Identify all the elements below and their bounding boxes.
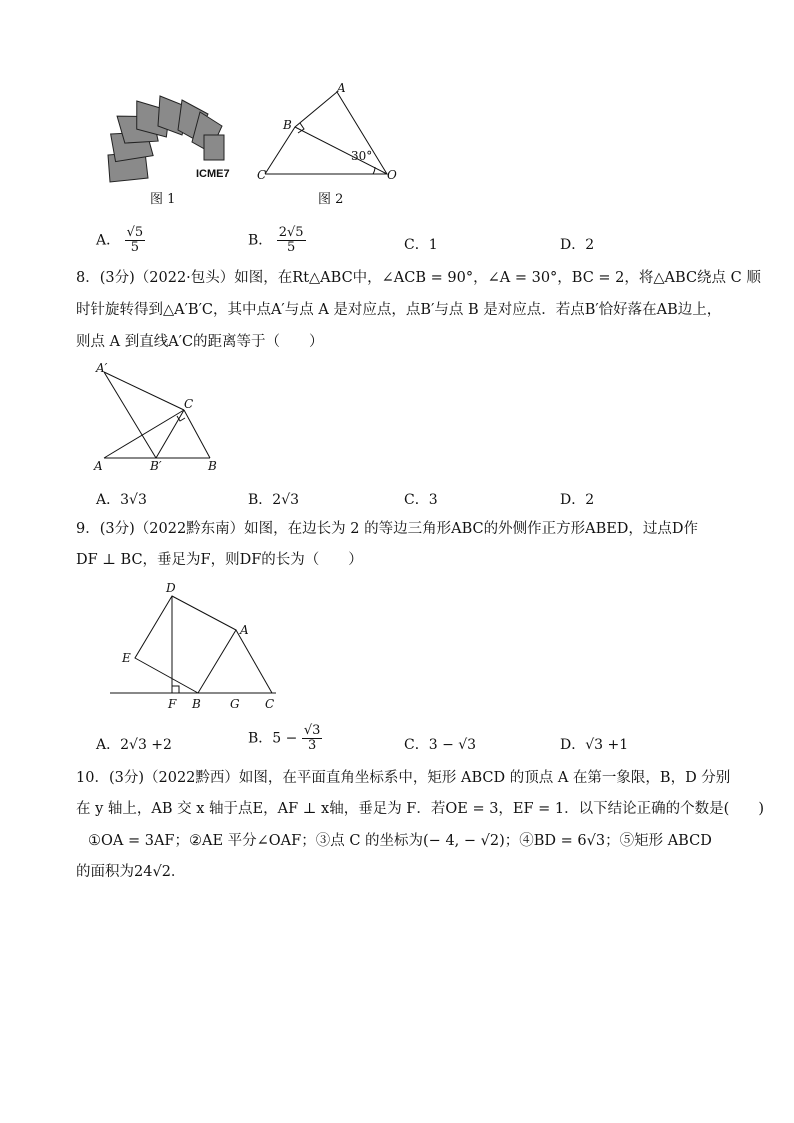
q9-option-d[interactable]: D．√3 +1 — [560, 737, 629, 753]
q8-label-a: A — [94, 459, 103, 473]
fig2-label-c: C — [257, 168, 267, 182]
q7-option-b-letter: B． — [248, 232, 273, 249]
icme-label: ICME7 — [196, 168, 230, 180]
q8-option-a[interactable]: A．3√3 — [96, 492, 147, 508]
q8-label-c: C — [184, 397, 194, 411]
q8-label-b-prime: B′ — [150, 459, 162, 473]
q7-option-b-fraction: $\frac{2√5}{5}$ — [278, 225, 304, 255]
figure-2-triangle — [255, 82, 405, 182]
q7-option-b[interactable] — [248, 226, 306, 255]
figure-1-caption: 图 1 — [150, 192, 176, 207]
q10-line-1: 10．(3分)（2022黔西）如图，在平面直角坐标系中，矩形 ABCD 的顶点 A 在第一象限，B，D 分别 — [76, 770, 731, 786]
q7-option-c[interactable]: C．1 — [404, 237, 438, 253]
q9-figure — [108, 578, 283, 713]
q8-option-c[interactable]: C．3 — [404, 492, 438, 508]
q9-label-b: B — [192, 697, 201, 711]
q9-label-f: F — [168, 697, 177, 711]
q8-figure — [88, 360, 228, 475]
q9-line-2: DF ⊥ BC，垂足为F，则DF的长为（ ） — [76, 552, 363, 568]
q8-line-1: 8．(3分)（2022·包头）如图，在Rt△ABC中，∠ACB = 90°，∠A = 30°，BC = 2，将△ABC绕点 C 顺 — [76, 270, 761, 286]
q9-label-a: A — [240, 623, 249, 637]
q10-line-4: 的面积为24√2． — [76, 864, 186, 880]
q9-label-c: C — [265, 697, 275, 711]
q8-label-b: B — [208, 459, 217, 473]
q7-option-a[interactable] — [96, 226, 145, 255]
q10-line-2: 在 y 轴上，AB 交 x 轴于点E，AF ⊥ x轴，垂足为 F．若OE = 3，EF = 1．以下结论正确的个数是( ) — [76, 801, 764, 817]
q7-option-a-letter: A． — [96, 232, 121, 249]
q9-option-b-fraction: $\frac{√3}{3}$ — [303, 723, 321, 753]
q9-option-c[interactable]: C．3 − √3 — [404, 737, 477, 753]
q10-line-3: ①OA = 3AF；②AE 平分∠OAF；③点 C 的坐标为(− 4, − √2)；④BD = 6√3；⑤矩形 ABCD — [88, 833, 712, 849]
q9-label-e: E — [122, 651, 131, 665]
q9-label-g: G — [230, 697, 240, 711]
q8-label-a-prime: A′ — [96, 361, 108, 375]
q9-option-a[interactable]: A．2√3 +2 — [96, 737, 172, 753]
q8-line-3: 则点 A 到直线A′C的距离等于（ ） — [76, 334, 324, 350]
fig2-label-a: A — [337, 82, 346, 95]
fig2-angle: 30° — [351, 149, 373, 163]
q9-label-d: D — [166, 581, 176, 595]
figure-2-caption: 图 2 — [318, 192, 344, 207]
q8-option-b[interactable]: B．2√3 — [248, 492, 300, 508]
q9-option-b-prefix: B．5 − — [248, 730, 298, 747]
q9-option-b[interactable] — [248, 724, 322, 753]
q7-option-a-fraction: $\frac{√5}{5}$ — [126, 225, 144, 255]
q9-line-1: 9．(3分)（2022黔东南）如图，在边长为 2 的等边三角形ABC的外侧作正方形ABED，过点D作 — [76, 521, 699, 537]
q8-option-d[interactable]: D．2 — [560, 492, 595, 508]
q7-option-d[interactable]: D．2 — [560, 237, 595, 253]
fig2-label-o: O — [387, 168, 397, 182]
fig2-label-b: B — [283, 118, 292, 132]
q8-line-2: 时针旋转得到△A′B′C，其中点A′与点 A 是对应点，点B′与点 B 是对应点．若点B′恰好落在AB边上， — [76, 302, 722, 318]
